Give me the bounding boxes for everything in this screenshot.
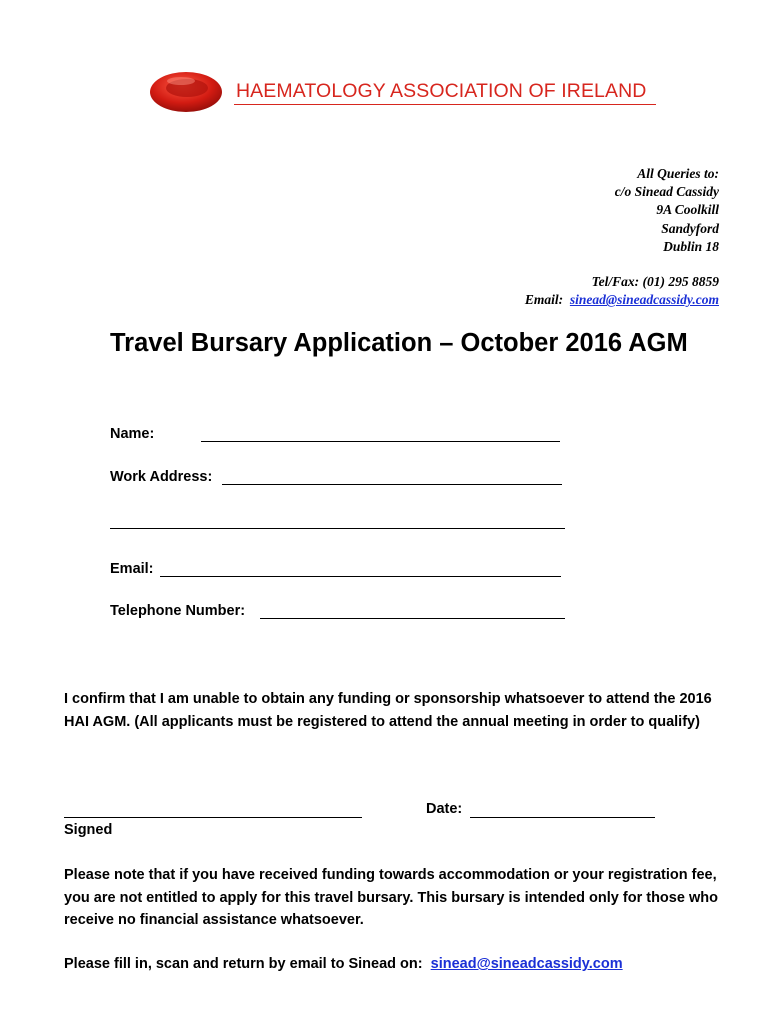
confirmation-text: I confirm that I am unable to obtain any funding or sponsorship whatsoever to attend the 2016 HAI AGM. (All applicants must be registered to attend the annual meeting in order to qualify) <box>64 691 712 730</box>
return-instruction-text: Please fill in, scan and return by email to Sinead on: <box>64 956 423 972</box>
date-label: Date: <box>426 801 463 817</box>
contact-block <box>525 165 719 309</box>
name-input-line[interactable] <box>201 441 560 442</box>
header-divider <box>234 104 656 105</box>
return-instruction <box>64 953 730 976</box>
signed-label: Signed <box>64 822 113 838</box>
red-blood-cell-icon <box>148 68 224 116</box>
email-label: Email: <box>110 561 154 577</box>
contact-telfax: Tel/Fax: (01) 295 8859 <box>591 274 719 290</box>
date-field <box>426 801 462 817</box>
telephone-label: Telephone Number: <box>110 603 246 619</box>
contact-email-row <box>525 291 719 309</box>
name-field <box>110 426 154 442</box>
signature-input-line[interactable] <box>64 817 362 818</box>
contact-line: Sandyford <box>661 220 719 236</box>
work-address-input-line-2[interactable] <box>110 528 565 529</box>
email-input-line[interactable] <box>160 576 561 577</box>
contact-heading: All Queries to: <box>637 166 719 181</box>
contact-line: 9A Coolkill <box>656 202 719 218</box>
page-title: Travel Bursary Application – October 2016 AGM <box>110 329 688 357</box>
contact-email-link[interactable]: sinead@sineadcassidy.com <box>569 292 719 308</box>
work-address-field <box>110 469 212 485</box>
date-input-line[interactable] <box>470 817 655 818</box>
contact-line: c/o Sinead Cassidy <box>614 184 719 200</box>
work-address-input-line[interactable] <box>222 484 562 485</box>
email-field <box>110 561 154 577</box>
contact-email-label: Email: <box>524 292 564 308</box>
name-label: Name: <box>110 426 155 442</box>
funding-note: Please note that if you have received funding towards accommodation or your registration fee, you are not entitled to apply for this travel bursary. This bursary is intended only for those who receive no financial assistance whatsoever. <box>64 867 718 928</box>
telephone-field <box>110 603 245 619</box>
organisation-name: HAEMATOLOGY ASSOCIATION OF IRELAND <box>236 80 647 102</box>
telephone-input-line[interactable] <box>260 618 565 619</box>
contact-line: Dublin 18 <box>663 238 719 254</box>
work-address-label: Work Address: <box>110 469 213 485</box>
return-email-link[interactable]: sinead@sineadcassidy.com <box>430 956 623 972</box>
